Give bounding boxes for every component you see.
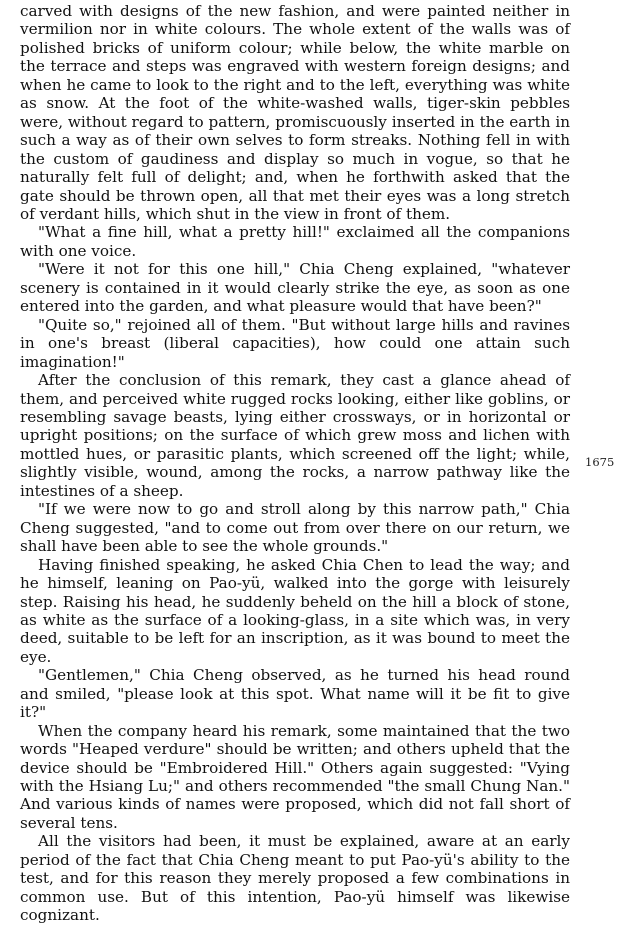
page-number: 1675 — [585, 455, 615, 469]
paragraph-3: "Were it not for this one hill," Chia Cheng explained, "whatever scenery is contained in it would clearly strike the eye, as soon as one entered into the garden, and what pleasure would that have been?" — [20, 260, 570, 316]
paragraph-8: "Gentlemen," Chia Cheng observed, as he turned his head round and smiled, "please look at this spot. What name will it be fit to give it?" — [20, 666, 570, 722]
paragraph-4: "Quite so," rejoined all of them. "But without large hills and ravines in one's breast (liberal capacities), how could one attain such imagination!" — [20, 315, 570, 371]
paragraph-7: Having finished speaking, he asked Chia Chen to lead the way; and he himself, leaning on Pao-yü, walked into the gorge with leisurely step. Raising his head, he suddenly beheld on the hill a block of stone, as white as the surface of a looking-glass, in a site which was, in very deed, suitable to be left for an inscription, as it was bound to meet the eye. — [20, 555, 570, 666]
paragraph-6: "If we were now to go and stroll along by this narrow path," Chia Cheng suggested, "and to come out from over there on our return, we shall have been able to see the whole grounds." — [20, 500, 570, 556]
paragraph-9: When the company heard his remark, some maintained that the two words "Heaped verdure" should be written; and others upheld that the device should be "Embroidered Hill." Others again suggested: "Vying with the Hsiang Lu;" and others recommended "the small Chung Nan." And various kinds of names were proposed, which did not fall short of several tens. — [20, 721, 570, 832]
paragraph-5: After the conclusion of this remark, they cast a glance ahead of them, and perceived white rugged rocks looking, either like goblins, or resembling savage beasts, lying either crossways, or in horizontal or upright positions; on the surface of which grew moss and lichen with mottled hues, or parasitic plants, which screened off the light; while, slightly visible, wound, among the rocks, a narrow pathway like the intestines of a sheep. — [20, 371, 570, 500]
paragraph-1: carved with designs of the new fashion, and were painted neither in vermilion nor in white colours. The whole extent of the walls was of polished bricks of uniform colour; while below, the white marble on the terrace and steps was engraved with western foreign designs; and when he came to look to the right and to the left, everything was white as snow. At the foot of the white-washed walls, tiger-skin pebbles were, without regard to pattern, promiscuously inserted in the earth in such a way as of their own selves to form streaks. Nothing fell in with the custom of gaudiness and display so much in vogue, so that he naturally felt full of delight; and, when he forthwith asked that the gate should be thrown open, all that met their eyes was a long stretch of verdant hills, which shut in the view in front of them. — [20, 2, 570, 223]
paragraph-10: All the visitors had been, it must be explained, aware at an early period of the fact that Chia Cheng meant to put Pao-yü's ability to the test, and for this reason they merely proposed a few combinations in common use. But of this intention, Pao-yü himself was likewise cognizant. — [20, 832, 570, 925]
body-text — [20, 2, 570, 925]
paragraph-2: "What a fine hill, what a pretty hill!" exclaimed all the companions with one voice. — [20, 223, 570, 260]
